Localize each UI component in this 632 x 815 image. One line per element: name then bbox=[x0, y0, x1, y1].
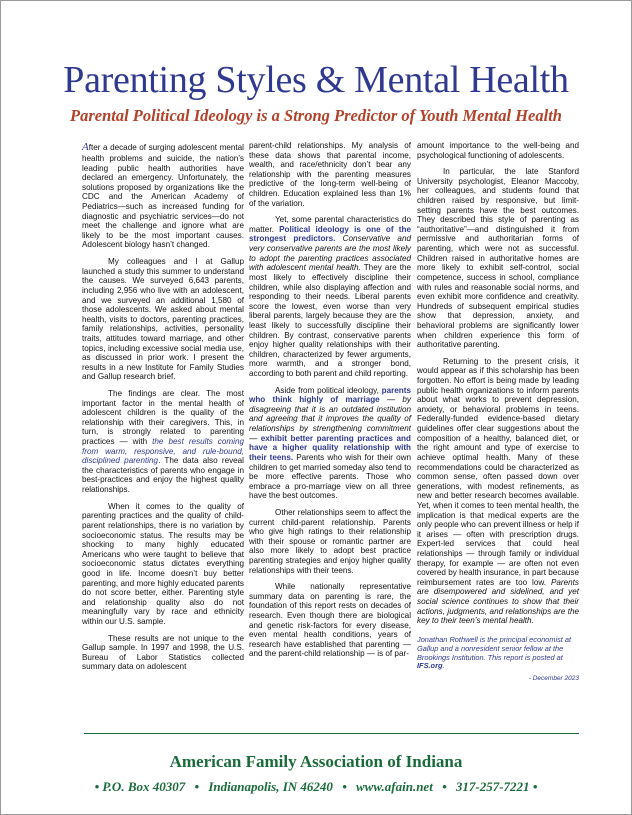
website-link[interactable]: www.afain.net bbox=[356, 779, 433, 794]
paragraph-text: . The data also reveal the characteristics of parents who engage in best-practices and enjoy the highest quality relationships. bbox=[82, 456, 244, 495]
paragraph: When it comes to the quality of parenting practices and the quality of child-parent relationships, there is no variation by socioeconomic status. The results may be shocking to many highly educated Americans who were taught to believe that socioeconomic status dictates everything good in life. Income doesn’t buy better parenting, and more highly educated parents do not score better, either. Parenting style and relationship quality also do not meaningfully vary by race and ethnicity within our U.S. sample. bbox=[82, 501, 244, 626]
paragraph: parent-child relationships. My analysis of these data shows that parental income, wealth, and race/ethnicity don’t bear any relationship with the parenting measures predictive of the long-term well-being of children. Education explained less than 1% of the variation. bbox=[249, 141, 411, 208]
article-column-2 bbox=[249, 141, 411, 666]
paragraph bbox=[249, 215, 411, 378]
paragraph-text: The findings are clear. The most important factor in the mental health of adolescent children is the quality of the relationship with their caregivers. This, in turn, is strongly related to parenting practices — with bbox=[82, 388, 244, 447]
paragraph: In particular, the late Stanford University psychologist, Eleanor Maccoby, her colleagues, and students found that children raised by responsive, but limit-setting parents have the best outcomes. They described this style of parenting as “authoritative”—and distinguished it from permissive and authoritarian forms of parenting, which were not as successful. Children raised in authoritative homes are more likely to exhibit self-control, social competence, success in school, compliance with rules and reasonable social norms, and even exhibit more confidence and creativity. Hundreds of subsequent empirical studies show that depression, anxiety, and behavioral problems are significantly lower when children experience this form of authoritative parenting. bbox=[417, 167, 579, 350]
phone-number: 317-257-7221 bbox=[455, 779, 530, 794]
paragraph bbox=[249, 386, 411, 501]
paragraph-text: Yet, some parental characteristics do matter. bbox=[249, 215, 411, 234]
paragraph: These results are not unique to the Gallup sample. In 1997 and 1998, the U.S. Bureau of Labor Statistics collected summary data on adolescent bbox=[82, 633, 244, 672]
bullet: • bbox=[94, 779, 100, 794]
paragraph bbox=[82, 389, 244, 495]
paragraph bbox=[417, 357, 579, 626]
highlight-text: Political ideology is one of the strongest predictors. bbox=[249, 224, 411, 244]
highlight-text: parents who think highly of marriage bbox=[249, 385, 411, 405]
paragraph-text: Parents who wish for their own children to get married someday also tend to be more effective parents. Those who embrace a pro-marriage view on all three have the best outcomes. bbox=[249, 452, 411, 501]
paragraph-text: They are the most likely to effectively discipline their children, while also displaying affection and responding to their needs. Liberal parents score the lowest, even worse than very liberal parents, largely because they are the least likely to successfully discipline their children. By contrast, conservative parents enjoy higher quality relationships with their children, characterized by fewer arguments, more warmth, and a stronger bond, according to both parent and child reporting. bbox=[249, 263, 411, 379]
article-column-3 bbox=[417, 141, 579, 683]
bullet: • bbox=[532, 779, 538, 794]
po-box: P.O. Box 40307 bbox=[102, 779, 186, 794]
organization-name: American Family Association of Indiana bbox=[169, 752, 463, 771]
emphasis-text: Conservative and very conservative parents are the most likely to adopt the parenting practices associated with adolescent mental health. bbox=[249, 234, 411, 273]
page-title: Parenting Styles & Mental Health bbox=[63, 59, 569, 101]
author-bio-text: Jonathan Rothwell is the principal economist at Gallup and a nonresident senior fellow at the Brookings Institution. This report is posted at bbox=[417, 634, 572, 662]
publication-date: - December 2023 bbox=[528, 675, 579, 683]
source-link[interactable]: IFS.org bbox=[417, 661, 443, 671]
bullet: • bbox=[342, 779, 347, 794]
page-subtitle: Parental Political Ideology is a Strong Predictor of Youth Mental Health bbox=[70, 106, 562, 125]
city-address: Indianapolis, IN 46240 bbox=[208, 779, 333, 794]
paragraph: While nationally representative summary data on parenting is rare, the foundation of this report rests on decades of research. Even though there are biological and genetic risk-factors for every disease, even mental health conditions, years of research have established that parenting — and the parent-child relationship — is of par- bbox=[249, 582, 411, 659]
bullet: • bbox=[442, 779, 447, 794]
drop-cap: A bbox=[82, 141, 89, 153]
bullet: • bbox=[194, 779, 200, 794]
paragraph: My colleagues and I at Gallup launched a study this summer to understand the causes. We surveyed 6,643 parents, including 2,956 who live with an adolescent, and we surveyed an additional 1,580 of those adolescents. We asked about mental health, visits to doctors, parenting practices, family relationships, activities, personality traits, attitudes toward marriage, and other topics, including excessive social media use, as discussed in prior work. I present the results in a new Institute for Family Studies and Gallup research brief. bbox=[82, 257, 244, 382]
highlight-text: the best results coming from warm, responsive, and rule-bound, disciplined parenting bbox=[82, 437, 244, 466]
paragraph bbox=[82, 141, 244, 250]
highlight-text: exhibit better parenting practices and have a higher quality relationship with their teens. bbox=[249, 433, 411, 462]
author-bio bbox=[417, 636, 579, 672]
emphasis-text: — by disagreeing that it is an outdated institution and agreeing that it improves the quality of relationships by strengthening commitment — bbox=[249, 395, 411, 443]
paragraph: Other relationships seem to affect the current child-parent relationship. Parents who give high ratings to their relationship with their spouse or romantic partner are also more likely to adopt best practice parenting strategies and enjoy higher quality relationships with their teens. bbox=[249, 507, 411, 575]
contact-line bbox=[0, 779, 632, 795]
paragraph-text: Returning to the present crisis, it would appear as if this scholarship has been forgotten. No effort is being made by leading public health organizations to inform parents about what works to prevent depression, anxiety, or behavioral problems in teens. Federally-funded evidence-based dietary guidelines offer clear suggestions about the composition of a healthy, balanced diet, or the right amount and type of exercise to achieve optimal health. Many of these recommendations could be characterized as common sense, often passed down over generations, with modest refinements, as new and better research becomes available. Yet, when it comes to teen mental health, the implication is that medical experts are the only people who can prevent illness or help if it arises — often with prescription drugs. Expert-led services that could heal relationships — through family or individual therapy, for example — are often not even covered by health insurance, in part because reimbursement rates are too low. bbox=[417, 356, 579, 587]
paragraph-text: fter a decade of surging adolescent mental health problems and suicide, the nation’s leading public health authorities have declared an emergency. Unfortunately, the solutions proposed by organizations like the CDC and the American Academy of Pediatrics—such as increased funding for diagnostic and psychiatric services—do not meet the challenge and ignore what are likely to be the most important causes. Adolescent biology hasn’t changed. bbox=[82, 143, 244, 250]
footer-divider bbox=[84, 733, 579, 734]
paragraph: amount importance to the well-being and psychological functioning of adolescents. bbox=[417, 141, 579, 160]
emphasis-text: Parents are disempowered and sidelined, and yet social science continues to show that their actions, judgments, and relationships are the key to their teen’s mental health. bbox=[417, 577, 579, 626]
article-column-1 bbox=[82, 141, 244, 679]
paragraph-text: Aside from political ideology, bbox=[275, 385, 382, 395]
author-bio-text: . bbox=[442, 661, 445, 671]
